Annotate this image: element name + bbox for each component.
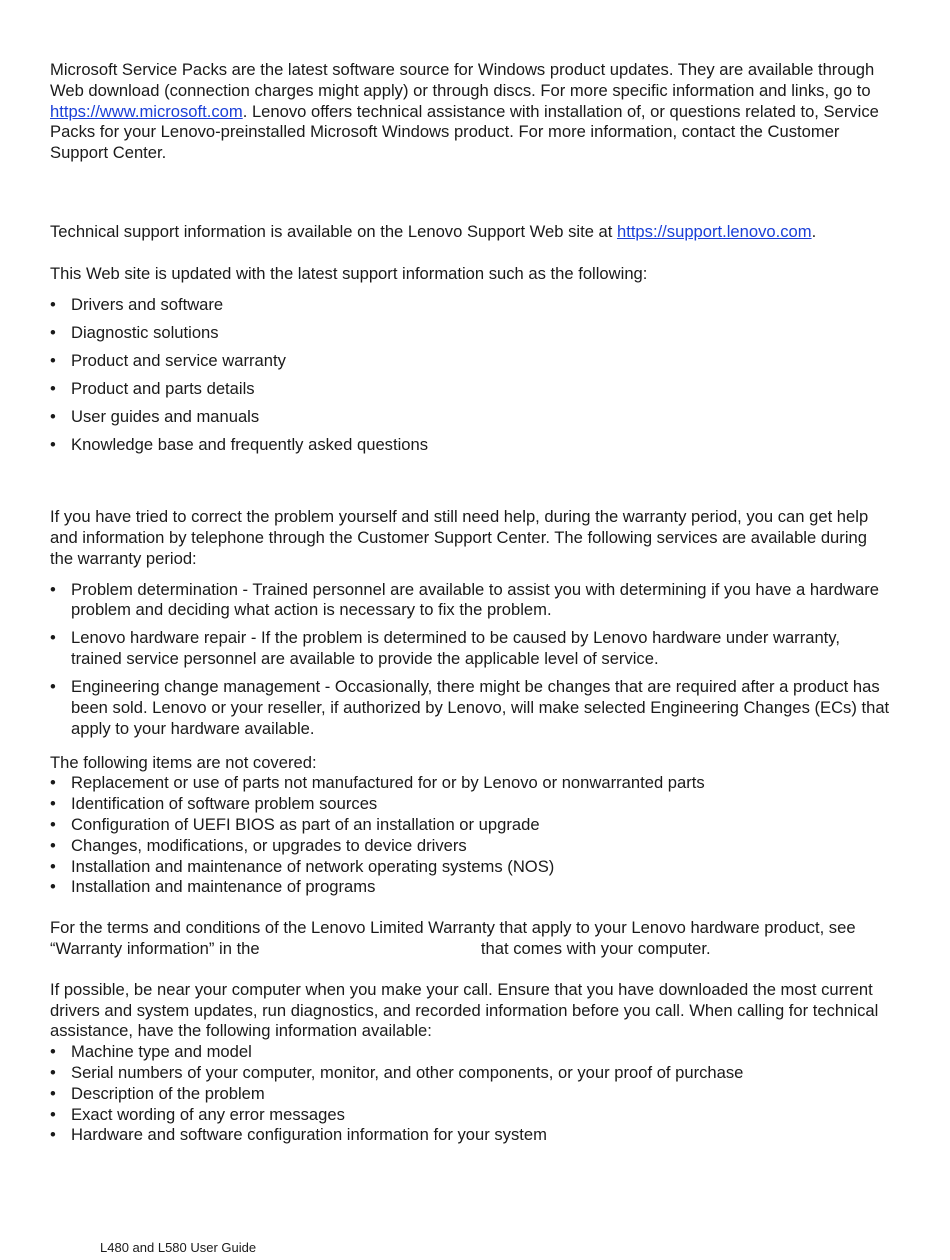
bullet-icon: • [50,434,56,454]
call-intro: If possible, be near your computer when you make your call. Ensure that you have downloaded the most current drivers and system updates, run diagnostics, and recorded information before you call. When calling for technical assistance, have the following information available: [50,979,879,1041]
not-covered-intro: The following items are not covered: [50,752,317,772]
microsoft-link[interactable]: https://www.microsoft.com [50,101,243,121]
web-support-list [50,295,890,456]
service-packs-paragraph [50,60,890,164]
lenovo-support-link[interactable]: https://support.lenovo.com [616,221,812,241]
list-item: • Hardware and software configuration information for your system [50,1125,547,1145]
web-support-paragraph [50,222,890,243]
list-item: • Replacement or use of parts not manufactured for or by Lenovo or nonwarranted parts [50,773,705,793]
not-covered-list [50,773,890,898]
list-item: • Changes, modifications, or upgrades to device drivers [50,835,467,855]
bullet-icon: • [50,1125,56,1145]
bullet-icon: • [50,677,56,697]
warranty-text-1: For the terms and conditions of the Lenovo Limited Warranty that apply to your Lenovo hardware product, see “Warranty information” in the [50,918,856,959]
web-support-text-1: Technical support information is available on the Lenovo Support Web site at [50,221,617,241]
page-footer: L480 and L580 User Guide [100,1240,257,1255]
bullet-icon: • [50,628,56,648]
bullet-icon: • [50,350,56,370]
warranty-text-2: that comes with your computer. [480,939,711,959]
list-item: • Machine type and model [50,1042,252,1062]
list-item: • Lenovo hardware repair - If the problem is determined to be caused by Lenovo hardware under warranty, trained service personnel are available to provide the applicable level of service. [50,628,840,669]
bullet-icon: • [50,835,56,855]
service-packs-text-1: Microsoft Service Packs are the latest software source for Windows product updates. They are available through Web download (connection charges might apply) or through discs. For more specific information and links, go to [50,60,875,100]
bullet-icon: • [50,877,56,897]
bullet-icon: • [50,294,56,314]
bullet-icon: • [50,1083,56,1103]
bullet-icon: • [50,406,56,426]
list-item: • Drivers and software [50,294,224,314]
list-item: • Serial numbers of your computer, monitor, and other components, or your proof of purchase [50,1063,744,1082]
list-item: • Exact wording of any error messages [50,1104,345,1124]
bullet-icon: • [50,322,56,342]
list-item: • Description of the problem [50,1083,265,1103]
services-list [50,580,890,740]
bullet-icon: • [50,1042,56,1062]
list-item: • Configuration of UEFI BIOS as part of an installation or upgrade [50,815,540,835]
warranty-paragraph [50,918,890,960]
bullet-icon: • [50,1104,56,1124]
bullet-icon: • [50,773,56,793]
list-item: • Knowledge base and frequently asked questions [50,434,429,454]
bullet-icon: • [50,378,56,398]
service-packs-text-2: . Lenovo offers technical assistance with installation of, or questions related to, Service Packs for your Lenovo-preinstalled Microsoft Windows product. For more information, contact the Customer Support Center. [50,101,879,163]
telephone-support-intro: If you have tried to correct the problem yourself and still need help, during the warranty period, you can get help and information by telephone through the Customer Support Center. The following services are available during the warranty period: [50,507,869,568]
bullet-icon: • [50,815,56,835]
bullet-icon: • [50,1063,56,1082]
call-info-list [50,1042,890,1146]
list-item: • Product and parts details [50,378,255,398]
list-item: • Installation and maintenance of network operating systems (NOS) [50,856,555,876]
list-item: • Installation and maintenance of programs [50,877,376,897]
list-item: • User guides and manuals [50,406,260,426]
document-page [50,60,890,1146]
web-support-text-2: . [811,221,817,241]
web-support-intro: This Web site is updated with the latest support information such as the following: [50,263,648,283]
list-item: • Identification of software problem sources [50,794,378,814]
bullet-icon: • [50,579,56,599]
list-item: • Diagnostic solutions [50,322,219,342]
bullet-icon: • [50,794,56,814]
bullet-icon: • [50,856,56,876]
list-item: • Product and service warranty [50,350,286,370]
list-item: • Engineering change management - Occasionally, there might be changes that are required after a product has been sold. Lenovo or your reseller, if authorized by Lenovo, will make selected Engineering Changes (ECs) that apply to your hardware available. [50,677,890,738]
list-item: • Problem determination - Trained personnel are available to assist you with determining if you have a hardware problem and deciding what action is necessary to fix the problem. [50,579,879,620]
